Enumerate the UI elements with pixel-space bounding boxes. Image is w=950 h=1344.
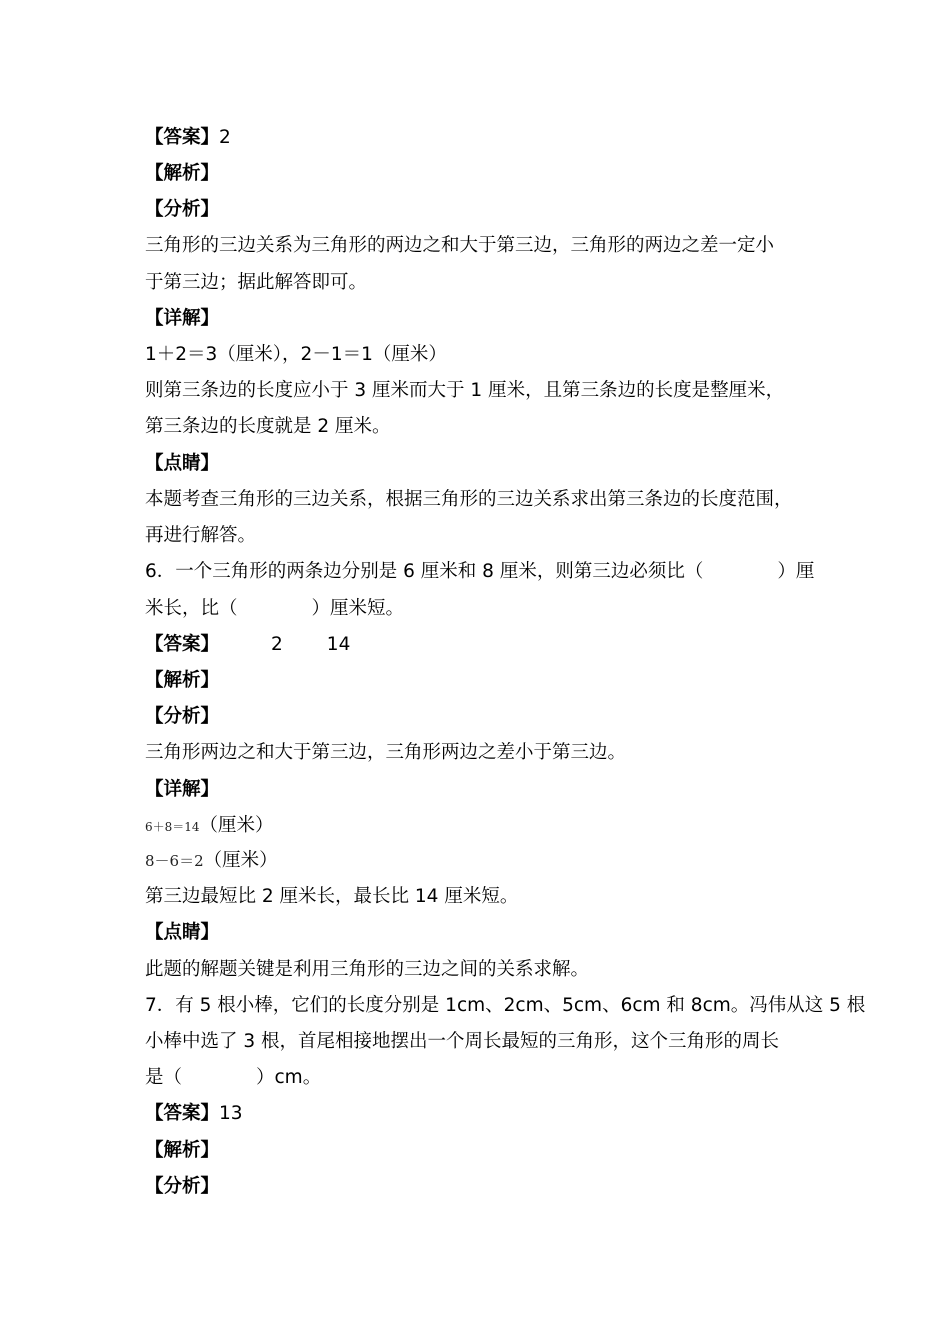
unit-label-2: （厘米） bbox=[203, 850, 278, 871]
q5-remark-1: 本题考查三角形的三边关系，根据三角形的三边关系求出第三条边的长度范围， bbox=[145, 489, 793, 510]
detail-label: 【详解】 bbox=[145, 779, 220, 800]
q5-detail-2: 则第三条边的长度应小于 3 厘米而大于 1 厘米，且第三条边的长度是整厘米， bbox=[145, 380, 785, 401]
q6-breakdown-text: 三角形两边之和大于第三边，三角形两边之差小于第三边。 bbox=[145, 742, 627, 763]
q5-breakdown-text-2: 于第三边；据此解答即可。 bbox=[145, 272, 368, 293]
q5-analysis-label-line bbox=[145, 161, 815, 187]
q6-analysis-label-line bbox=[145, 668, 815, 694]
q6-math-line-2 bbox=[145, 848, 815, 874]
q6-remark-label-line bbox=[145, 920, 815, 946]
answer-value: 13 bbox=[219, 1103, 243, 1124]
q5-breakdown-text-1: 三角形的三边关系为三角形的两边之和大于第三边，三角形的两边之差一定小 bbox=[145, 235, 775, 256]
q6-detail-conclusion: 第三边最短比 2 厘米长，最长比 14 厘米短。 bbox=[145, 886, 519, 907]
q6-answer-line bbox=[145, 632, 815, 658]
breakdown-label: 【分析】 bbox=[145, 1176, 220, 1197]
q7-answer-line bbox=[145, 1101, 815, 1127]
q5-answer-line bbox=[145, 125, 815, 151]
analysis-label: 【解析】 bbox=[145, 1140, 220, 1161]
analysis-label: 【解析】 bbox=[145, 670, 220, 691]
q6-detail-label-line bbox=[145, 777, 815, 803]
breakdown-label: 【分析】 bbox=[145, 706, 220, 727]
q7-question-3: 是（ ）cm。 bbox=[145, 1067, 322, 1088]
answer-label: 【答案】 bbox=[145, 1103, 220, 1124]
answer-label: 【答案】 bbox=[145, 127, 220, 148]
answer-value-2: 14 bbox=[326, 634, 351, 655]
remark-label: 【点睛】 bbox=[145, 453, 220, 474]
answer-label: 【答案】 bbox=[145, 634, 220, 655]
math-expression-1: 6＋8＝14 bbox=[145, 820, 200, 834]
q6-breakdown-label-line bbox=[145, 704, 815, 730]
q7-breakdown-label-line bbox=[145, 1174, 815, 1200]
q5-remark-2: 再进行解答。 bbox=[145, 525, 257, 546]
q6-math-line-1 bbox=[145, 813, 815, 840]
detail-label: 【详解】 bbox=[145, 308, 220, 329]
q5-breakdown-label-line bbox=[145, 197, 815, 223]
unit-label-1: （厘米） bbox=[199, 815, 274, 836]
q5-detail-1: 1＋2＝3（厘米），2－1＝1（厘米） bbox=[145, 344, 447, 365]
q7-question-2: 小棒中选了 3 根，首尾相接地摆出一个周长最短的三角形，这个三角形的周长 bbox=[145, 1031, 780, 1052]
q6-question-2: 米长，比（ ）厘米短。 bbox=[145, 598, 405, 619]
breakdown-label: 【分析】 bbox=[145, 199, 220, 220]
q5-remark-label-line bbox=[145, 451, 815, 477]
answer-value-1: 2 bbox=[271, 634, 283, 655]
answer-value: 2 bbox=[219, 127, 231, 148]
q7-question-1: 7．有 5 根小棒，它们的长度分别是 1cm、2cm、5cm、6cm 和 8cm。冯伟从这 5 根 bbox=[145, 995, 866, 1016]
remark-label: 【点睛】 bbox=[145, 922, 220, 943]
q6-question-1: 6．一个三角形的两条边分别是 6 厘米和 8 厘米，则第三边必须比（ ）厘 bbox=[145, 561, 815, 582]
q6-remark-text: 此题的解题关键是利用三角形的三边之间的关系求解。 bbox=[145, 959, 590, 980]
q5-detail-label-line bbox=[145, 306, 815, 332]
math-expression-2: 8－6＝2 bbox=[145, 852, 204, 870]
q5-detail-3: 第三条边的长度就是 2 厘米。 bbox=[145, 416, 391, 437]
q7-analysis-label-line bbox=[145, 1138, 815, 1164]
analysis-label: 【解析】 bbox=[145, 163, 220, 184]
